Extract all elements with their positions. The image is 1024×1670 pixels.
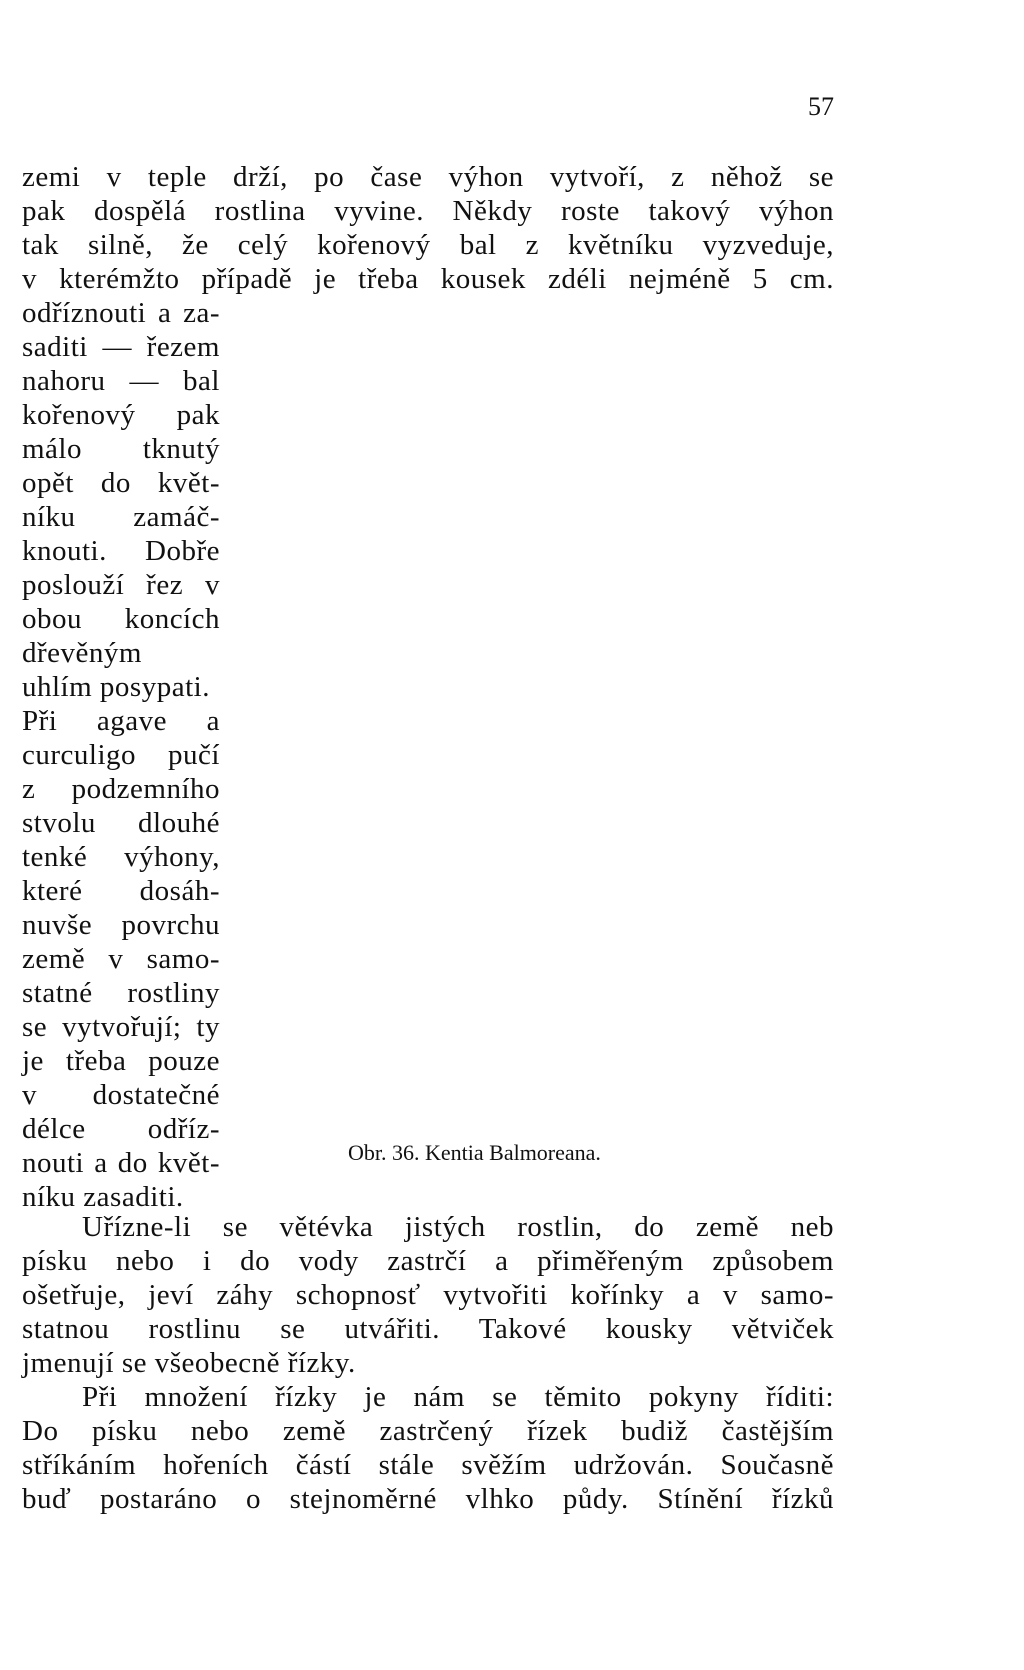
page-number: 57: [808, 92, 834, 121]
text-line: dřevěným: [22, 637, 142, 669]
text-line: opět do květ-: [22, 467, 220, 499]
text-line: tenké výhony,: [22, 841, 220, 873]
text-line: země v samo-: [22, 943, 220, 975]
text-line: jmenují se všeobecně řízky.: [22, 1347, 356, 1379]
text-line: v kterémžto případě je třeba kousek zdéli nejméně 5 cm.: [22, 263, 834, 295]
text-line: kořenový pak: [22, 399, 220, 431]
text-line: málo tknutý: [22, 433, 220, 465]
text-line: nouti a do květ-: [22, 1147, 220, 1179]
text-line: curculigo pučí: [22, 739, 220, 771]
text-line: písku nebo i do vody zastrčí a přiměřeným způsobem: [22, 1245, 834, 1277]
text-line: níku zasaditi.: [22, 1181, 184, 1213]
text-line: Uřízne-li se větévka jistých rostlin, do země neb: [82, 1211, 834, 1243]
text-line: Při množení řízky je nám se těmito pokyny říditi:: [82, 1381, 834, 1413]
text-line: statnou rostlinu se utvářiti. Takové kousky větviček: [22, 1313, 834, 1345]
text-line: ošetřuje, jeví záhy schopnosť vytvořiti kořínky a v samo-: [22, 1279, 834, 1311]
text-line: Při agave a: [22, 705, 220, 737]
figure-caption: Obr. 36. Kentia Balmoreana.: [348, 1140, 601, 1165]
text-line: v dostatečné: [22, 1079, 220, 1111]
text-line: Do písku nebo země zastrčený řízek budiž častějším: [22, 1415, 834, 1447]
text-line: nahoru — bal: [22, 365, 220, 397]
text-line: uhlím posypati.: [22, 671, 210, 703]
text-line: nuvše povrchu: [22, 909, 220, 941]
text-line: níku zamáč-: [22, 501, 220, 533]
text-line: statné rostliny: [22, 977, 220, 1009]
text-line: je třeba pouze: [22, 1045, 220, 1077]
text-line: poslouží řez v: [22, 569, 220, 601]
text-line: se vytvořují; ty: [22, 1011, 220, 1043]
text-line: pak dospělá rostlina vyvine. Někdy roste takový výhon: [22, 195, 834, 227]
text-line: tak silně, že celý kořenový bal z květníku vyzveduje,: [22, 229, 834, 261]
text-line: zemi v teple drží, po čase výhon vytvoří, z něhož se: [22, 161, 834, 193]
text-line: z podzemního: [22, 773, 220, 805]
text-line: stvolu dlouhé: [22, 807, 220, 839]
text-line: knouti. Dobře: [22, 535, 220, 567]
text-line: délce odříz-: [22, 1113, 220, 1145]
text-line: buď postaráno o stejnoměrné vlhko půdy. Stínění řízků: [22, 1483, 834, 1515]
text-line: stříkáním hořeních částí stále svěžím udržován. Současně: [22, 1449, 834, 1481]
text-line: obou koncích: [22, 603, 220, 635]
text-line: odříznouti a za-: [22, 297, 220, 329]
text-line: saditi — řezem: [22, 331, 220, 363]
text-line: které dosáh-: [22, 875, 220, 907]
